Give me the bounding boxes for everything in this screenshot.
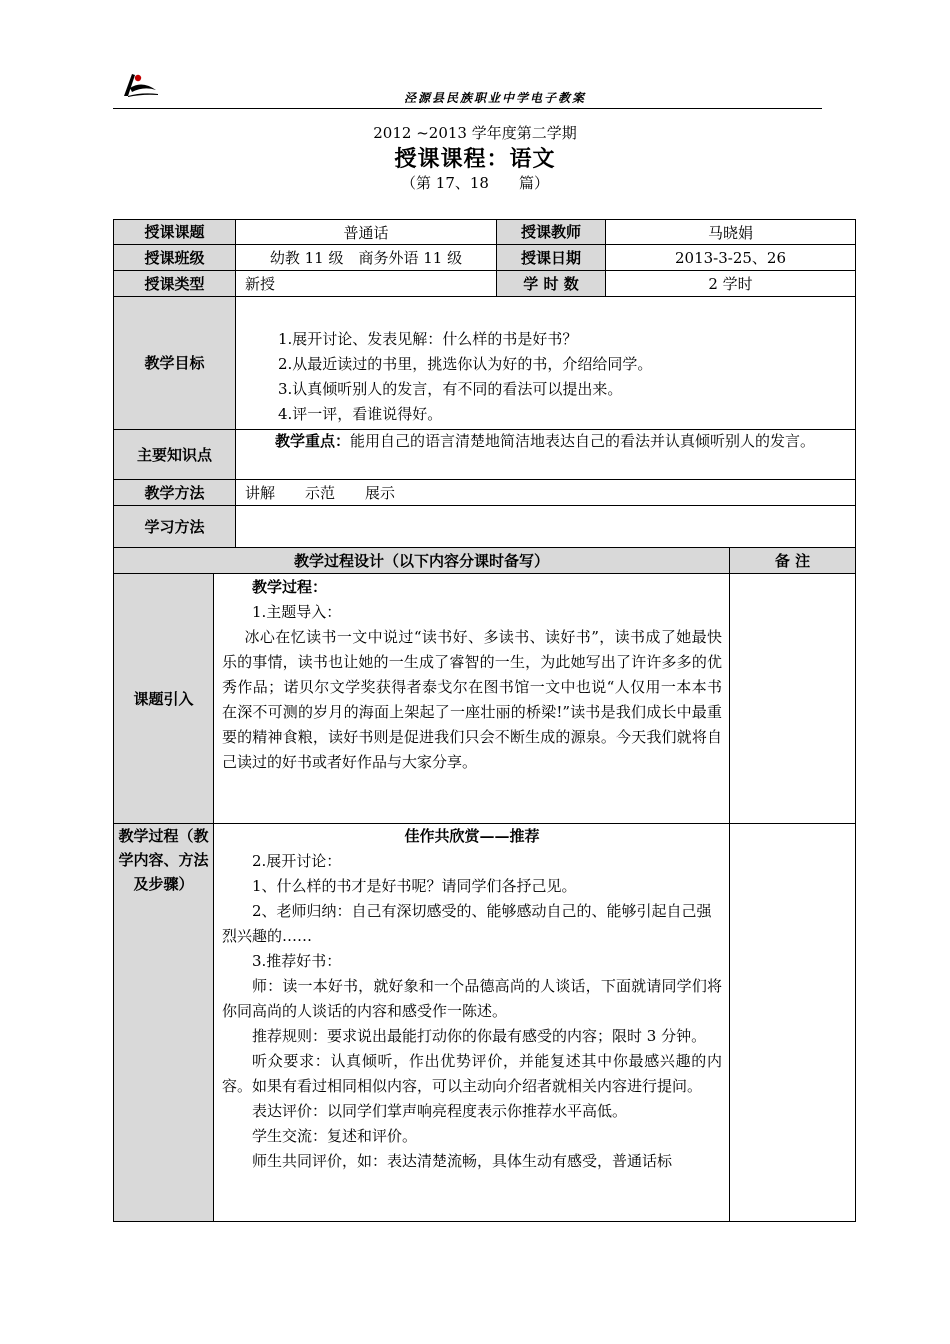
class-label: 授课班级 <box>144 248 205 267</box>
date-value: 2013-3-25、26 <box>674 249 787 267</box>
design-header: 教学过程设计（以下内容分课时备写） <box>293 551 549 570</box>
intro-label: 课题引入 <box>133 689 194 708</box>
teacher-value: 马晓娟 <box>707 223 753 242</box>
chapter-line <box>0 172 950 193</box>
goals-list <box>278 327 848 427</box>
intro-sub: 1.主题导入： <box>252 603 342 621</box>
intro-heading: 教学过程： <box>252 578 328 596</box>
process-line: 学生交流：复述和评价。 <box>252 1127 418 1145</box>
header-rule <box>113 108 822 109</box>
process-text <box>222 824 722 1174</box>
process-label: 教学过程（教学内容、方法及步骤） <box>118 827 209 893</box>
method-value: 讲解 示范 展示 <box>245 484 396 502</box>
intro-paragraph: 冰心在忆读书一文中说过“读书好、多读书、读好书”，读书成了她最快乐的事情，读书也让她的一生成了睿智的一生，为此她写出了许许多多的优秀作品；诺贝尔文学奖获得者泰戈尔在图书馆一文中也说“人仅用一本本书在深不可测的岁月的海面上架起了一座壮丽的桥梁!”读书是我们成长中最重要的精神食粮，读好书则是促进我们只会不断生成的源泉。今天我们就将自己读过的好书或者好作品与大家分享。 <box>222 628 722 771</box>
knowledge-text <box>245 429 851 454</box>
knowledge-label: 主要知识点 <box>136 445 212 464</box>
hours-value: 2 学时 <box>708 275 753 293</box>
key-point-text: 能用自己的语言清楚地简洁地表达自己的看法并认真倾听别人的发言。 <box>350 432 816 450</box>
key-point-label: 教学重点： <box>275 432 351 450</box>
notes-header: 备 注 <box>774 551 811 570</box>
topic-value: 普通话 <box>343 223 389 242</box>
process-line: 推荐规则：要求说出最能打动你的你最有感受的内容；限时 3 分钟。 <box>252 1027 707 1045</box>
goals-label: 教学目标 <box>144 354 205 372</box>
goal-item: 4.评一评，看谁说得好。 <box>278 405 443 423</box>
process-line: 师生共同评价，如：表达清楚流畅，具体生动有感受，普通话标 <box>252 1152 673 1170</box>
course-title: 授课课程：语文 <box>394 146 556 172</box>
study-value <box>245 505 845 548</box>
process-line: 听众要求：认真倾听，作出优势评价，并能复述其中你最感兴趣的内容。如果有看过相同相似内容，可以主动向介绍者就相关内容进行提问。 <box>222 1052 722 1095</box>
process-line: 2.展开讨论： <box>252 852 342 870</box>
process-line: 2、老师归纳：自己有深切感受的、能够感动自己的、能够引起自己强烈兴趣的…… <box>222 902 712 945</box>
process-line: 3.推荐好书： <box>252 952 342 970</box>
method-label: 教学方法 <box>144 483 205 502</box>
class-value: 幼教 11 级 商务外语 11 级 <box>269 249 463 267</box>
chapter-numbers: （第 17、18 <box>401 174 489 192</box>
cell-process-notes <box>729 823 856 1222</box>
process-line: 表达评价：以同学们掌声响亮程度表示你推荐水平高低。 <box>252 1102 628 1120</box>
teacher-label: 授课教师 <box>520 223 581 241</box>
goal-item: 3.认真倾听别人的发言，有不同的看法可以提出来。 <box>278 380 623 398</box>
date-label: 授课日期 <box>520 248 581 267</box>
topic-label: 授课课题 <box>144 223 205 241</box>
process-heading: 佳作共欣赏——推荐 <box>404 827 540 845</box>
cell-intro-notes <box>729 573 856 824</box>
process-line: 1、什么样的书才是好书呢？请同学们各抒己见。 <box>252 877 577 895</box>
type-label: 授课类型 <box>144 274 205 293</box>
school-name: 泾源县民族职业中学电子教案 <box>403 91 586 105</box>
hours-label: 学 时 数 <box>523 274 579 293</box>
term-line: 2012 ~2013 学年度第二学期 <box>373 124 577 142</box>
goal-item: 2.从最近读过的书里，挑选你认为好的书，介绍给同学。 <box>278 355 653 373</box>
study-label: 学习方法 <box>144 517 205 536</box>
process-line: 师：读一本好书，就好象和一个品德高尚的人谈话，下面就请同学们将你同高尚的人谈话的内容和感受作一陈述。 <box>222 977 722 1020</box>
chapter-suffix: 篇） <box>518 174 549 192</box>
type-value: 新授 <box>245 275 276 293</box>
intro-text <box>222 575 722 775</box>
goal-item: 1.展开讨论、发表见解：什么样的书是好书？ <box>278 330 578 348</box>
